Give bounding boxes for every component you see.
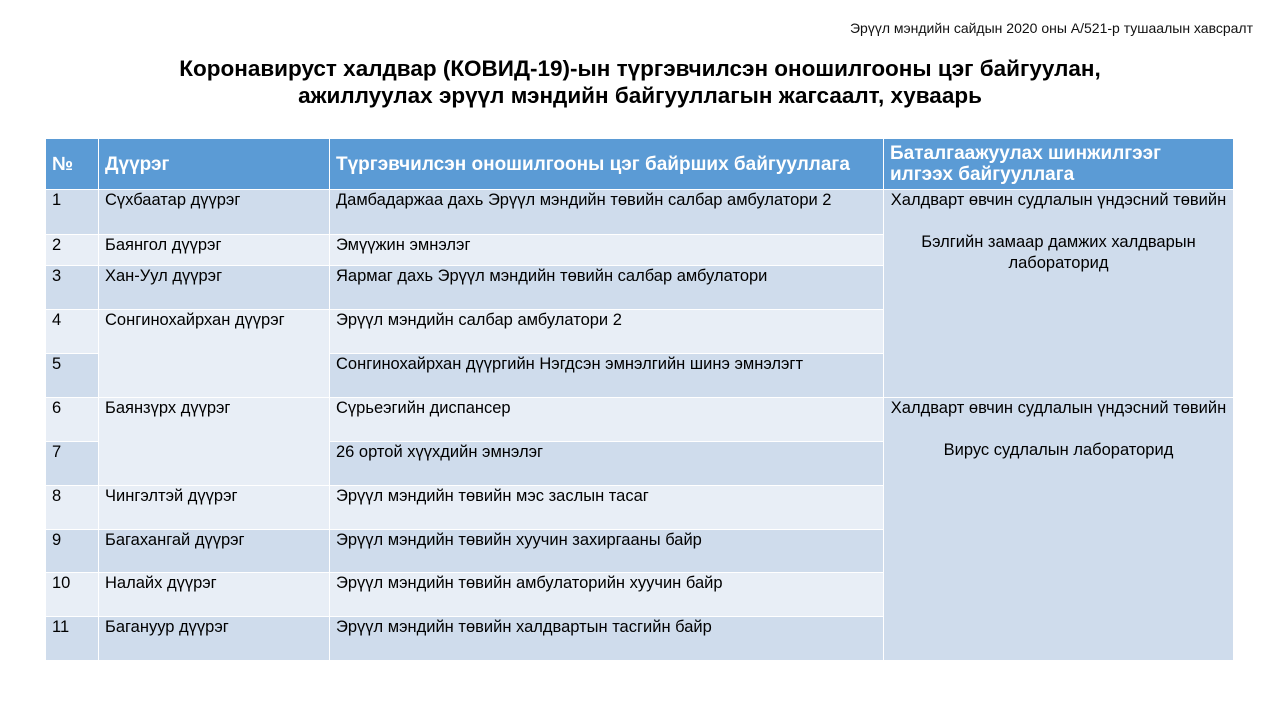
row-number: 5 [46, 354, 99, 398]
row-site: Сүрьеэгийн диспансер [330, 398, 884, 442]
lab-cell-2 [884, 398, 1234, 661]
table-row [46, 190, 1234, 235]
document-annex-note: Эрүүл мэндийн сайдын 2020 оны А/521-р тушаалын хавсралт [849, 20, 1253, 36]
row-number: 6 [46, 398, 99, 442]
row-district: Сонгинохайрхан дүүрэг [99, 310, 330, 398]
table-header-row [46, 139, 1234, 190]
row-site: Эрүүл мэндийн салбар амбулатори 2 [330, 310, 884, 354]
row-number: 1 [46, 190, 99, 235]
row-site: Эрүүл мэндийн төвийн хуучин захиргааны байр [330, 530, 884, 573]
row-district: Багануур дүүрэг [99, 617, 330, 661]
lab-1-line-2: Бэлгийн замаар дамжих халдварын лабораторид [921, 233, 1196, 272]
row-number: 9 [46, 530, 99, 573]
row-site: Сонгинохайрхан дүүргийн Нэгдсэн эмнэлгийн шинэ эмнэлэгт [330, 354, 884, 398]
schedule-table [45, 138, 1234, 661]
column-header-district: Дүүрэг [99, 139, 330, 190]
row-district: Багахангай дүүрэг [99, 530, 330, 573]
row-number: 10 [46, 573, 99, 617]
column-header-number: № [46, 139, 99, 190]
lab-2-line-2: Вирус судлалын лабораторид [943, 441, 1174, 459]
column-header-lab: Баталгаажуулах шинжилгээг илгээх байгууллага [884, 139, 1234, 190]
row-district: Баянгол дүүрэг [99, 235, 330, 266]
lab-2-line-1: Халдварт өвчин судлалын үндэсний төвийн [890, 399, 1227, 417]
row-district: Чингэлтэй дүүрэг [99, 486, 330, 530]
title-line-2: ажиллуулах эрүүл мэндийн байгууллагын жагсаалт, хуваарь [298, 83, 982, 108]
row-number: 11 [46, 617, 99, 661]
row-number: 3 [46, 266, 99, 310]
row-district: Хан-Уул дүүрэг [99, 266, 330, 310]
row-site: Эрүүл мэндийн төвийн мэс заслын тасаг [330, 486, 884, 530]
row-site: Эрүүл мэндийн төвийн халдвартын тасгийн байр [330, 617, 884, 661]
row-site: Яармаг дахь Эрүүл мэндийн төвийн салбар амбулатори [330, 266, 884, 310]
row-site: Дамбадаржаа дахь Эрүүл мэндийн төвийн салбар амбулатори 2 [330, 190, 884, 235]
title-line-1: Коронавируст халдвар (КОВИД-19)-ын түргэвчилсэн оношилгооны цэг байгуулан, [179, 56, 1101, 81]
row-site: Эрүүл мэндийн төвийн амбулаторийн хуучин байр [330, 573, 884, 617]
lab-cell-1 [884, 190, 1234, 398]
row-site: 26 ортой хүүхдийн эмнэлэг [330, 442, 884, 486]
row-district: Сүхбаатар дүүрэг [99, 190, 330, 235]
table-row [46, 398, 1234, 442]
row-number: 8 [46, 486, 99, 530]
row-number: 2 [46, 235, 99, 266]
page-title [0, 55, 1280, 109]
row-district: Баянзүрх дүүрэг [99, 398, 330, 486]
column-header-site: Түргэвчилсэн оношилгооны цэг байрших байгууллага [330, 139, 884, 190]
row-district: Налайх дүүрэг [99, 573, 330, 617]
lab-1-line-1: Халдварт өвчин судлалын үндэсний төвийн [890, 191, 1227, 209]
row-number: 4 [46, 310, 99, 354]
row-site: Эмүүжин эмнэлэг [330, 235, 884, 266]
row-number: 7 [46, 442, 99, 486]
